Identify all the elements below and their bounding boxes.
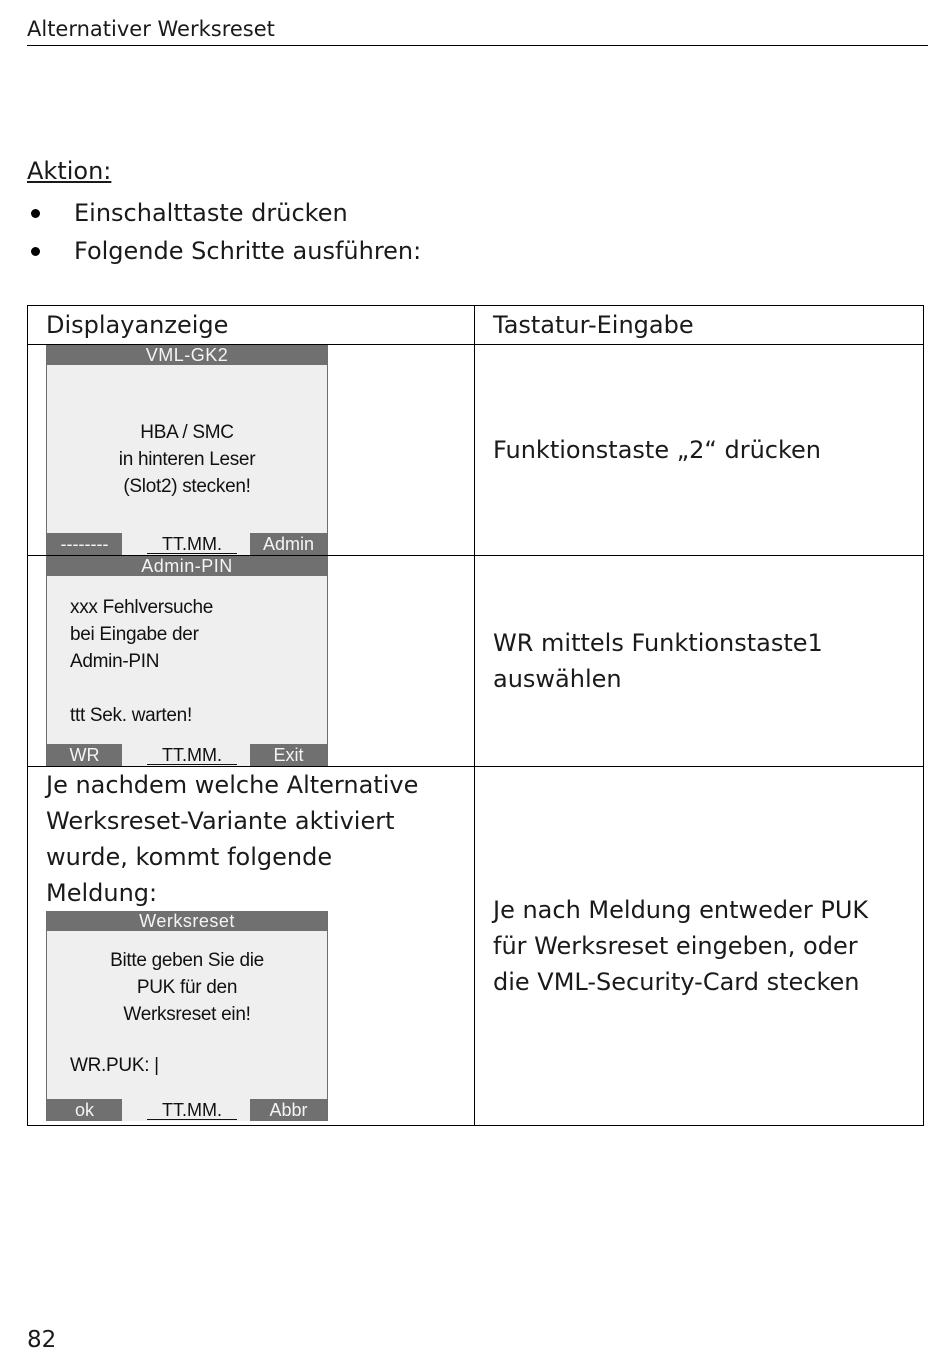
lcd-softkeys bbox=[47, 1099, 327, 1121]
lcd-date: TT.MM. bbox=[147, 744, 237, 765]
display-cell bbox=[28, 767, 475, 1126]
lcd-puk-prompt: WR.PUK: | bbox=[70, 1055, 159, 1076]
input-cell bbox=[475, 345, 924, 556]
display-cell bbox=[28, 556, 475, 767]
lcd-title: Admin-PIN bbox=[47, 556, 327, 576]
bullet-icon bbox=[31, 247, 40, 256]
input-instruction: Funktionstaste „2“ drücken bbox=[493, 436, 822, 464]
softkey-right: Exit bbox=[250, 744, 327, 766]
lcd-softkeys bbox=[47, 744, 327, 766]
input-cell bbox=[475, 556, 924, 767]
intro-text: Je nachdem welche Alternative Werksreset-Variante aktiviert wurde, kommt folgende Meldung: bbox=[46, 771, 419, 907]
lcd-screen bbox=[46, 345, 328, 555]
steps-table bbox=[27, 305, 924, 1126]
page-number: 82 bbox=[27, 1327, 57, 1353]
softkey-left: ok bbox=[47, 1099, 122, 1121]
display-cell bbox=[28, 345, 475, 556]
lcd-softkeys bbox=[47, 533, 327, 555]
input-instruction: WR mittels Funktionstaste1 auswählen bbox=[493, 629, 823, 693]
lcd-title: Werksreset bbox=[47, 911, 327, 931]
table-header-row bbox=[28, 306, 924, 345]
softkey-left: -------- bbox=[47, 533, 122, 555]
bullet-text: Einschalttaste drücken bbox=[74, 199, 348, 227]
aktion-label: Aktion: bbox=[27, 157, 112, 185]
lcd-date: TT.MM. bbox=[147, 533, 237, 554]
lcd-date: TT.MM. bbox=[147, 1099, 237, 1120]
bullet-item bbox=[27, 234, 421, 272]
bullet-text: Folgende Schritte ausführen: bbox=[74, 237, 422, 265]
lcd-message: xxx Fehlversuche bei Eingabe der Admin-PIN ttt Sek. warten! bbox=[70, 597, 214, 726]
header-cell-input: Tastatur-Eingabe bbox=[475, 306, 924, 345]
bullet-item bbox=[27, 196, 421, 234]
lcd-message: HBA / SMC in hinteren Leser (Slot2) stecken! bbox=[118, 422, 256, 497]
softkey-left: WR bbox=[47, 744, 122, 766]
lcd-screen bbox=[46, 911, 328, 1121]
input-cell bbox=[475, 767, 924, 1126]
softkey-right: Admin bbox=[250, 533, 327, 555]
lcd-message: Bitte geben Sie die PUK für den Werksreset ein! bbox=[110, 950, 264, 1025]
input-instruction: Je nach Meldung entweder PUK für Werksreset eingeben, oder die VML-Security-Card stecken bbox=[493, 896, 869, 996]
running-header bbox=[27, 14, 928, 46]
table-row bbox=[28, 556, 924, 767]
lcd-screen bbox=[46, 556, 328, 766]
header-title: Alternativer Werksreset bbox=[27, 17, 275, 41]
header-cell-display: Displayanzeige bbox=[28, 306, 475, 345]
bullet-list bbox=[27, 196, 421, 272]
table-row bbox=[28, 345, 924, 556]
bullet-icon bbox=[31, 209, 40, 218]
lcd-title: VML-GK2 bbox=[47, 345, 327, 365]
table-row bbox=[28, 767, 924, 1126]
softkey-right: Abbr bbox=[250, 1099, 327, 1121]
